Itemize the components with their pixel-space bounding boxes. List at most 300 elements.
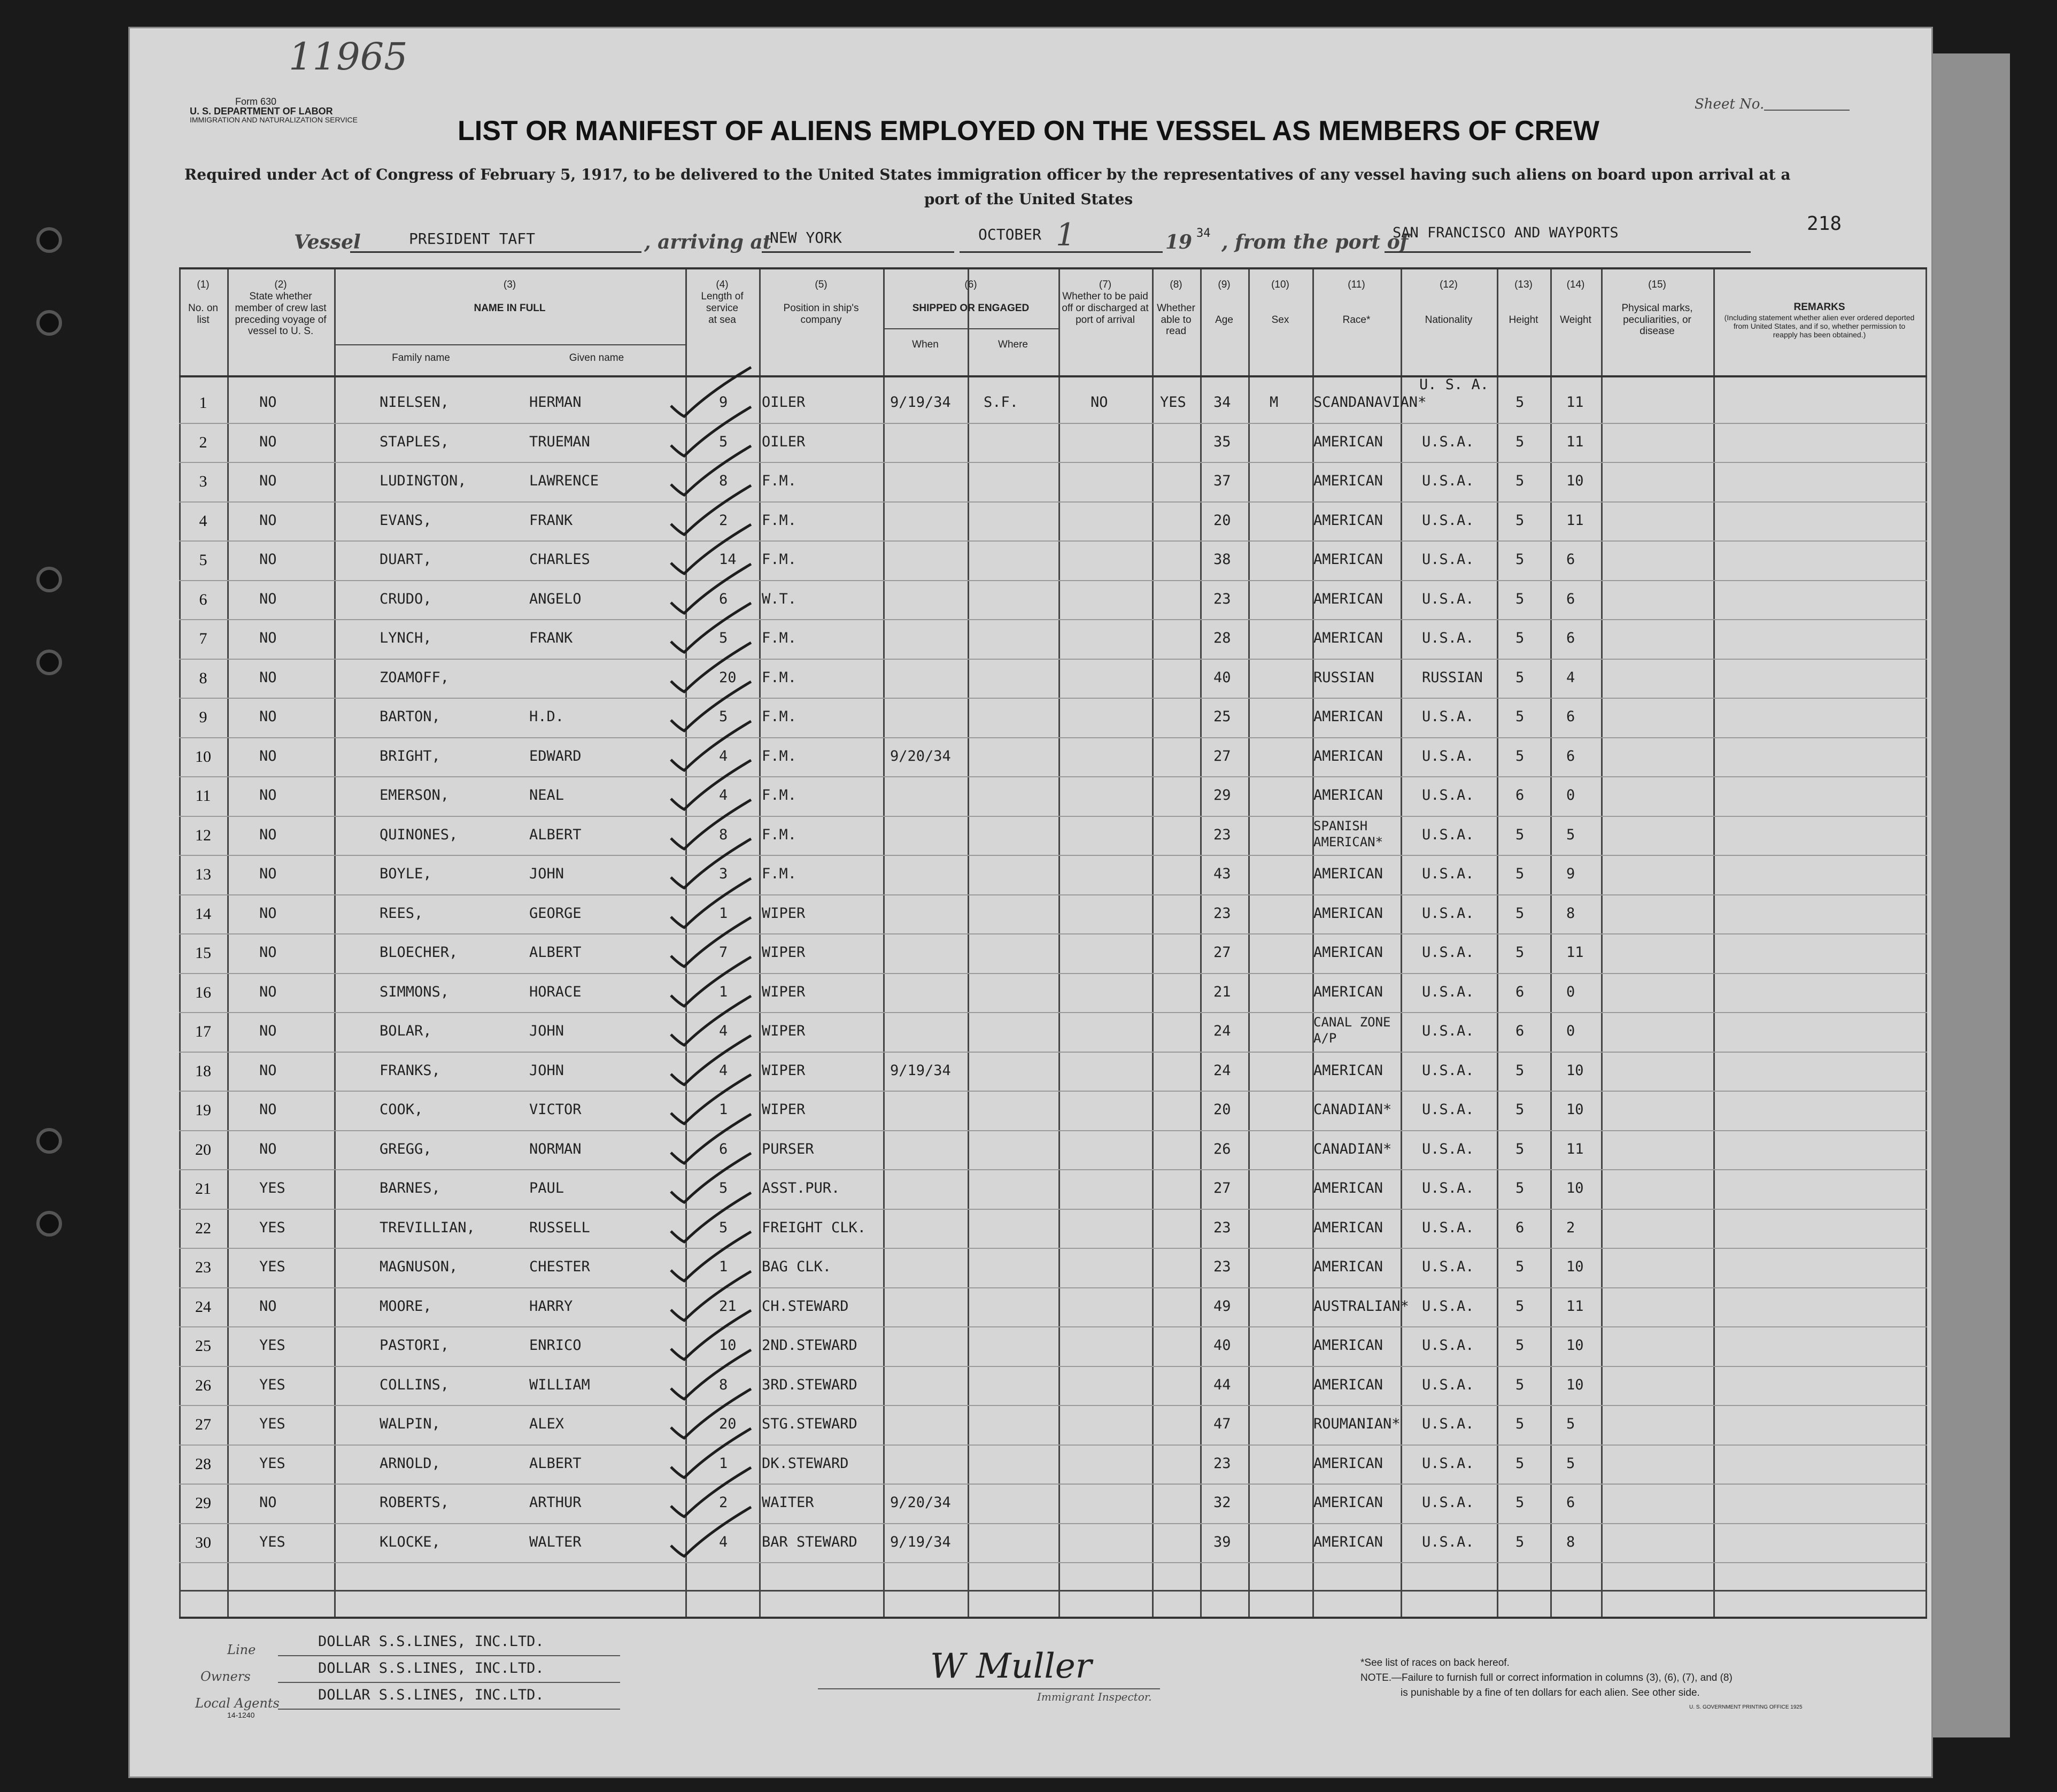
position: F.M. [762,826,797,843]
height: 5 [1515,1376,1525,1393]
nationality: U.S.A. [1422,1533,1474,1550]
race: AMERICAN [1313,866,1383,882]
line-underline [278,1655,620,1656]
weight: 6 [1566,1494,1575,1511]
owners-value: DOLLAR S.S.LINES, INC.LTD. [318,1660,544,1677]
weight: 5 [1566,826,1575,843]
col-14-number: (14) [1566,279,1585,290]
given-name: CHESTER [529,1258,590,1275]
age: 27 [1213,944,1231,961]
service-length: 4 [719,1023,728,1039]
weight: 10 [1566,473,1584,489]
given-name: NEAL [529,787,564,804]
nationality: U.S.A. [1422,1455,1474,1472]
row-number: 21 [195,1180,211,1198]
page-number: 218 [1807,213,1842,235]
penalty-note-1: NOTE.—Failure to furnish full or correct information in columns (3), (6), (7), and (8) [1360,1672,1733,1683]
col-5-header: Position in ship's company [783,302,859,326]
prev-voyage: NO [259,787,277,804]
row-number: 23 [195,1258,211,1276]
col-6-when: When [912,339,939,350]
age: 20 [1213,512,1231,529]
row-number: 12 [195,826,211,844]
height: 5 [1515,1455,1525,1472]
given-name: JOHN [529,866,564,882]
age: 37 [1213,473,1231,489]
service-length: 7 [719,944,728,961]
nationality: U.S.A. [1422,1297,1474,1315]
given-name: ALBERT [529,944,582,961]
given-name: CHARLES [529,551,590,568]
col-5-number: (5) [815,279,828,290]
row-number: 15 [195,944,211,962]
col-10-header: Sex [1271,314,1289,326]
race: AMERICAN [1313,1180,1383,1196]
row-number: 1 [199,394,207,412]
shipped-when: 9/19/34 [890,1533,951,1550]
family-name: LYNCH, [380,630,432,646]
height: 6 [1515,983,1525,1000]
family-name: STAPLES, [380,433,450,450]
nationality: U.S.A. [1422,1140,1474,1157]
row-number: 20 [195,1140,211,1158]
col-4-number: (4) [716,279,729,290]
position: 3RD.STEWARD [762,1376,857,1393]
prev-voyage: NO [259,905,277,922]
prev-voyage: NO [259,708,277,725]
position: DK.STEWARD [762,1455,849,1472]
service-length: 10 [719,1337,737,1354]
row-number: 25 [195,1337,211,1355]
table-row [179,503,1927,542]
age: 38 [1213,551,1231,568]
nationality: U.S.A. [1422,1494,1474,1511]
weight: 11 [1566,1297,1584,1315]
service-length: 1 [719,983,728,1000]
table-row [179,1053,1927,1092]
prev-voyage: YES [259,1337,285,1354]
position: CH.STEWARD [762,1297,849,1315]
given-name: WILLIAM [529,1376,590,1393]
col-13-header: Height [1509,314,1538,326]
col-12-number: (12) [1440,279,1458,290]
position: WIPER [762,1101,806,1118]
stamp-number: 11965 [289,35,408,79]
race: AMERICAN [1313,1258,1383,1275]
row-number: 6 [199,590,207,608]
able-to-read: YES [1160,394,1186,411]
prev-voyage: YES [259,1416,285,1432]
age: 27 [1213,747,1231,764]
race: AUSTRALIAN* [1313,1297,1409,1315]
service-length: 14 [719,551,737,568]
height: 6 [1515,1219,1525,1236]
position: OILER [762,394,806,411]
given-name: ALBERT [529,826,582,843]
family-name: ZOAMOFF, [380,669,450,686]
position: OILER [762,433,806,450]
service-length: 4 [719,1533,728,1550]
col-4-header: Length of service at sea [701,290,744,326]
family-name: FRANKS, [380,1062,440,1079]
service-length: 5 [719,433,728,450]
service-length: 20 [719,669,737,686]
prev-voyage: NO [259,1062,277,1079]
service-length: 20 [719,1416,737,1432]
inspector-signature: W Muller [930,1647,1092,1686]
table-row [179,1288,1927,1327]
col-3-number: (3) [503,279,516,290]
family-name: KLOCKE, [380,1533,440,1550]
position: F.M. [762,630,797,646]
row-number: 4 [199,512,207,530]
vessel-name: PRESIDENT TAFT [409,230,536,248]
weight: 0 [1566,1023,1575,1039]
binder-hole [36,310,62,336]
position: STG.STEWARD [762,1416,857,1432]
given-name: HERMAN [529,394,582,411]
age: 28 [1213,630,1231,646]
table-row [179,817,1927,856]
table-row [179,1092,1927,1131]
given-name: PAUL [529,1180,564,1196]
table-row [179,1210,1927,1249]
row-number: 19 [195,1101,211,1119]
family-name: PASTORI, [380,1337,450,1354]
given-name: GEORGE [529,905,582,922]
col-15-header: Physical marks, peculiarities, or disease [1621,302,1693,337]
row-number: 16 [195,983,211,1001]
height: 5 [1515,433,1525,450]
family-name: COLLINS, [380,1376,450,1393]
height: 5 [1515,1494,1525,1511]
position: WAITER [762,1494,814,1511]
prev-voyage: NO [259,630,277,646]
weight: 6 [1566,630,1575,646]
sheet-line [1764,110,1850,111]
table-row [179,1013,1927,1052]
row-number: 28 [195,1455,211,1473]
age: 40 [1213,1337,1231,1354]
weight: 11 [1566,433,1584,450]
line-label: Line [227,1642,256,1657]
age: 39 [1213,1533,1231,1550]
given-name: JOHN [529,1062,564,1079]
binder-hole [36,1211,62,1237]
family-name: BRIGHT, [380,747,440,764]
family-name: BARTON, [380,708,440,725]
weight: 2 [1566,1219,1575,1236]
table-row [179,1406,1927,1445]
given-name: LAWRENCE [529,473,599,489]
family-name: QUINONES, [380,826,458,843]
weight: 0 [1566,983,1575,1000]
family-name: BOLAR, [380,1023,432,1039]
height: 5 [1515,905,1525,922]
prev-voyage: NO [259,983,277,1000]
row-number: 18 [195,1062,211,1080]
race: AMERICAN [1313,1494,1383,1511]
height: 5 [1515,1101,1525,1118]
service-length: 6 [719,590,728,607]
given-name: FRANK [529,630,573,646]
race: CANADIAN* [1313,1140,1392,1157]
table-row [179,542,1927,581]
nationality: U.S.A. [1422,1258,1474,1275]
age: 49 [1213,1297,1231,1315]
given-name: VICTOR [529,1101,582,1118]
vessel-label: Vessel [294,231,361,253]
col-1-header: No. on list [188,302,218,326]
col-8-number: (8) [1170,279,1182,290]
family-name: ARNOLD, [380,1455,440,1472]
row-number: 27 [195,1416,211,1433]
weight: 0 [1566,787,1575,804]
service-length: 9 [719,394,728,411]
row-number: 8 [199,669,207,687]
position: WIPER [762,983,806,1000]
check-mark-icon [666,1503,756,1562]
weight: 6 [1566,551,1575,568]
service-length: 5 [719,630,728,646]
row-number: 14 [195,905,211,923]
nationality: U.S.A. [1422,905,1474,922]
col-14-header: Weight [1560,314,1591,326]
service: IMMIGRATION AND NATURALIZATION SERVICE [190,115,358,124]
service-length: 5 [719,708,728,725]
nationality: U.S.A. [1422,1180,1474,1196]
shipped-when: 9/20/34 [890,1494,951,1511]
nationality: U.S.A. [1422,944,1474,961]
given-name: FRANK [529,512,573,529]
right-binding-strip [1930,53,2010,1737]
given-name: JOHN [529,1023,564,1039]
position: PURSER [762,1140,814,1157]
height: 5 [1515,1416,1525,1432]
table-row [179,974,1927,1013]
nationality: U.S.A. [1422,1101,1474,1118]
prev-voyage: YES [259,1455,285,1472]
height: 5 [1515,1297,1525,1315]
age: 27 [1213,1180,1231,1196]
family-name: BLOECHER, [380,944,458,961]
service-length: 2 [719,1494,728,1511]
given-name: ALEX [529,1416,564,1432]
family-name: SIMMONS, [380,983,450,1000]
height: 5 [1515,473,1525,489]
family-name: MAGNUSON, [380,1258,458,1275]
height: 5 [1515,394,1525,411]
family-name: GREGG, [380,1140,432,1157]
sheet-label: Sheet No. [1695,96,1765,112]
col-16-header: REMARKS [1793,302,1845,313]
nationality: U.S.A. [1422,983,1474,1000]
weight: 10 [1566,1180,1584,1196]
agents-code: 14-1240 [227,1711,255,1719]
nationality: U.S.A. [1422,630,1474,646]
col-6-number: (6) [964,279,977,290]
position: BAG CLK. [762,1258,832,1275]
race: AMERICAN [1313,473,1383,489]
height: 5 [1515,1180,1525,1196]
race: CANADIAN* [1313,1101,1392,1118]
height: 6 [1515,1023,1525,1039]
prev-voyage: NO [259,1140,277,1157]
age: 23 [1213,590,1231,607]
age: 26 [1213,1140,1231,1157]
age: 32 [1213,1494,1231,1511]
col-3-family: Family name [392,352,450,364]
given-name: ENRICO [529,1337,582,1354]
table-row [179,1327,1927,1366]
crew-table [179,267,1927,1619]
row-number: 17 [195,1023,211,1040]
nationality: U.S.A. [1422,747,1474,764]
row-number: 13 [195,866,211,883]
nationality: RUSSIAN [1422,669,1483,686]
prev-voyage: NO [259,1101,277,1118]
table-row [179,738,1927,777]
weight: 5 [1566,1416,1575,1432]
age: 35 [1213,433,1231,450]
form-number: Form 630 [235,96,277,107]
col-7-header: Whether to be paid off or discharged at port of arrival [1062,290,1149,326]
age: 23 [1213,1455,1231,1472]
family-name: EVANS, [380,512,432,529]
position: WIPER [762,1062,806,1079]
race: ROUMANIAN* [1313,1416,1401,1432]
nationality: U.S.A. [1422,1337,1474,1354]
nationality: U.S.A. [1422,826,1474,843]
weight: 10 [1566,1258,1584,1275]
prev-voyage: YES [259,1376,285,1393]
prev-voyage: NO [259,826,277,843]
given-name: TRUEMAN [529,433,590,450]
service-length: 4 [719,787,728,804]
service-length: 8 [719,473,728,489]
col-12-header: Nationality [1425,314,1473,326]
weight: 6 [1566,747,1575,764]
family-name: MOORE, [380,1297,432,1315]
col-6-header: SHIPPED OR ENGAGED [912,302,1030,314]
table-row [179,1170,1927,1209]
prev-voyage: NO [259,669,277,686]
agents-label: Local Agents [195,1696,280,1711]
col-1-number: (1) [197,279,210,290]
race: AMERICAN [1313,433,1383,450]
row-number: 22 [195,1219,211,1237]
agents-value: DOLLAR S.S.LINES, INC.LTD. [318,1687,544,1703]
service-length: 6 [719,1140,728,1157]
given-name: HARRY [529,1297,573,1315]
weight: 4 [1566,669,1575,686]
age: 24 [1213,1023,1231,1039]
family-name: TREVILLIAN, [380,1219,475,1236]
row-number: 2 [199,433,207,451]
given-name: NORMAN [529,1140,582,1157]
given-name: HORACE [529,983,582,1000]
family-name: COOK, [380,1101,423,1118]
prev-voyage: NO [259,1023,277,1039]
race: AMERICAN [1313,747,1383,764]
age: 44 [1213,1376,1231,1393]
race: AMERICAN [1313,1533,1383,1550]
age: 20 [1213,1101,1231,1118]
position: BAR STEWARD [762,1533,857,1550]
owners-underline [278,1682,620,1683]
nationality: U.S.A. [1422,433,1474,450]
row-number: 5 [199,551,207,569]
nationality: U.S.A. [1422,512,1474,529]
row-number: 30 [195,1533,211,1551]
prev-voyage: NO [259,512,277,529]
prev-voyage: NO [259,866,277,882]
family-name: DUART, [380,551,432,568]
shipped-when: 9/20/34 [890,747,951,764]
family-name: NIELSEN, [380,394,450,411]
height: 5 [1515,747,1525,764]
col-16-subheader: (Including statement whether alien ever ordered deported from United States, and if so, whether permission to reapply has been obtained.) [1724,313,1915,339]
port-underline [762,251,954,253]
prev-voyage: NO [259,473,277,489]
nationality: U.S.A. [1422,787,1474,804]
race: AMERICAN [1313,590,1383,607]
position: F.M. [762,708,797,725]
race: AMERICAN [1313,1062,1383,1079]
nationality: U.S.A. [1422,708,1474,725]
service-length: 4 [719,747,728,764]
table-row [179,1524,1927,1563]
given-name: RUSSELL [529,1219,590,1236]
from-label: , from the port of [1221,231,1409,253]
height: 5 [1515,944,1525,961]
given-name: H.D. [529,708,564,725]
row-number: 26 [195,1376,211,1394]
weight: 8 [1566,1533,1575,1550]
age: 23 [1213,905,1231,922]
height: 5 [1515,708,1525,725]
weight: 11 [1566,394,1584,411]
race: AMERICAN [1313,1455,1383,1472]
family-name: REES, [380,905,423,922]
prev-voyage: NO [259,590,277,607]
height: 5 [1515,1140,1525,1157]
race: AMERICAN [1313,787,1383,804]
family-name: BOYLE, [380,866,432,882]
nationality: U.S.A. [1422,1416,1474,1432]
service-length: 5 [719,1219,728,1236]
position: F.M. [762,787,797,804]
age: 23 [1213,1219,1231,1236]
pre-row-note: U. S. A. [1419,376,1489,393]
weight: 6 [1566,590,1575,607]
service-length: 4 [719,1062,728,1079]
paid-off: NO [1091,394,1108,411]
weight: 10 [1566,1337,1584,1354]
weight: 8 [1566,905,1575,922]
col-11-header: Race* [1342,314,1371,326]
given-name: ARTHUR [529,1494,582,1511]
height: 5 [1515,669,1525,686]
height: 5 [1515,866,1525,882]
service-length: 21 [719,1297,737,1315]
position: WIPER [762,1023,806,1039]
service-length: 1 [719,1258,728,1275]
department: U. S. DEPARTMENT OF LABOR [190,106,333,117]
given-name: EDWARD [529,747,582,764]
weight: 9 [1566,866,1575,882]
service-length: 1 [719,1101,728,1118]
